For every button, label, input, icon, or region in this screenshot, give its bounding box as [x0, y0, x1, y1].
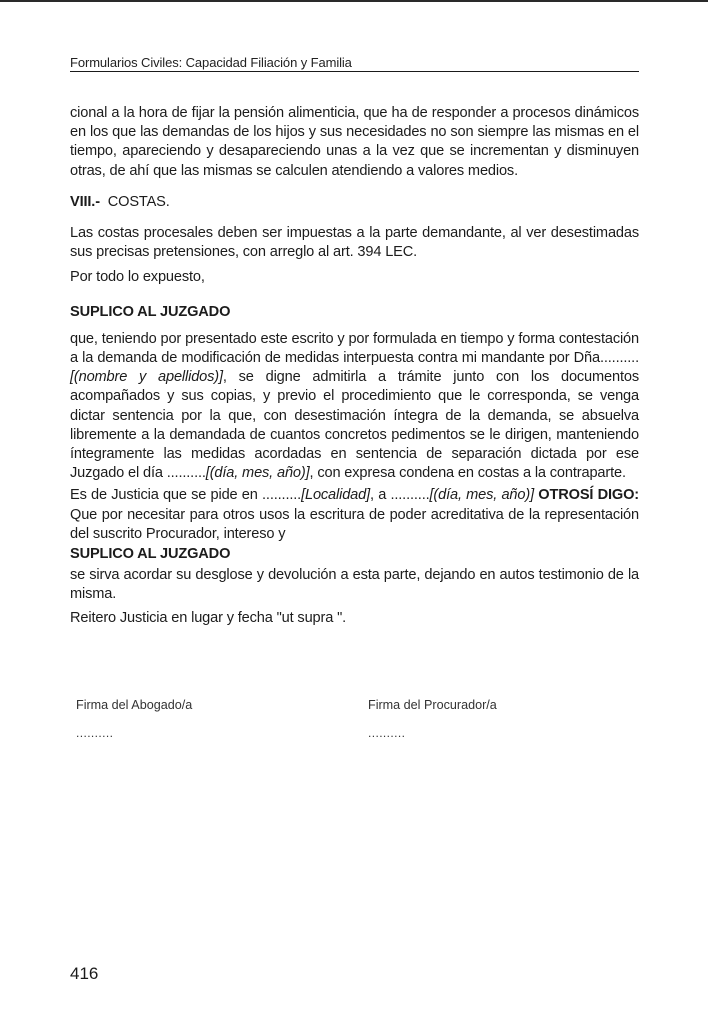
signature-procurador [368, 698, 497, 740]
suplico-text-2: , se digne admitirla a trámite junto con los documentos acompañados y sus copias, y previo el procedimiento que le corresponda, se venga dictar sentencia por la que, con desestimación íntegra de la demanda, se absuelva libremente a la demandada de cuantos concretos pedimentos se le dirigen, manteniendo íntegramente las medidas acordadas en sentencia de separación dictada por ese Juzgado el día .......... [70, 369, 639, 482]
suplico-text-3: , con expresa condena en costas a la contraparte. [309, 465, 626, 482]
suplico-heading-1: SUPLICO AL JUZGADO [70, 303, 231, 320]
section-title: COSTAS. [107, 193, 170, 210]
otrosi-digo: OTROSÍ DIGO: [538, 487, 639, 504]
placeholder-name: [(nombre y apellidos)] [70, 369, 223, 386]
paragraph-justicia [70, 486, 639, 544]
signature-abogado [76, 698, 192, 740]
signature-line: .......... [368, 726, 406, 740]
justicia-text-3: Que por necesitar para otros usos la escritura de poder acreditativa de la representación del suscrito Procurador, intereso y [70, 506, 639, 542]
paragraph-intro: cional a la hora de fijar la pensión alimenticia, que ha de responder a procesos dinámicos en los que las demandas de los hijos y sus necesidades no son siempre las mismas en el tiempo, apareciendo y desapareciendo unas a la vez que se incrementan y disminuyen otras, de ahí que las mismas se calculen atendiendo a valores medios. [70, 105, 639, 179]
signature-line: .......... [76, 726, 114, 740]
paragraph-por-todo: Por todo lo expuesto, [70, 269, 205, 286]
suplico-text-1: que, teniendo por presentado este escrito y por formulada en tiempo y forma contestación a la demanda de modificación de medidas interpuesta contra mi mandante por Dña.......... [70, 330, 639, 367]
placeholder-date-2: [(día, mes, año)] [429, 487, 534, 504]
paragraph-suplico [70, 330, 639, 484]
paragraph-desglose: se sirva acordar su desglose y devolución a esta parte, dejando en autos testimonio de la misma. [70, 567, 639, 603]
paragraph-costas: Las costas procesales deben ser impuestas a la parte demandante, al ver desestimadas sus precisas pretensiones, con arreglo al art. 394 LEC. [70, 225, 639, 261]
document-body [70, 104, 639, 628]
section-heading [70, 193, 639, 212]
page-number: 416 [70, 964, 99, 983]
placeholder-locality: [Localidad] [301, 487, 371, 504]
page-top-border [0, 0, 708, 2]
placeholder-date: [(día, mes, año)] [205, 465, 310, 482]
justicia-text-2: , a .......... [370, 487, 430, 504]
suplico-heading-2: SUPLICO AL JUZGADO [70, 546, 231, 563]
paragraph-reitero: Reitero Justicia en lugar y fecha "ut supra ". [70, 609, 347, 626]
signature-label: Firma del Procurador/a [368, 698, 497, 712]
running-header: Formularios Civiles: Capacidad Filiación y Familia [70, 55, 639, 72]
section-number: VIII.- [70, 193, 100, 210]
signature-label: Firma del Abogado/a [76, 698, 193, 712]
justicia-text-1: Es de Justicia que se pide en .......... [70, 487, 302, 504]
